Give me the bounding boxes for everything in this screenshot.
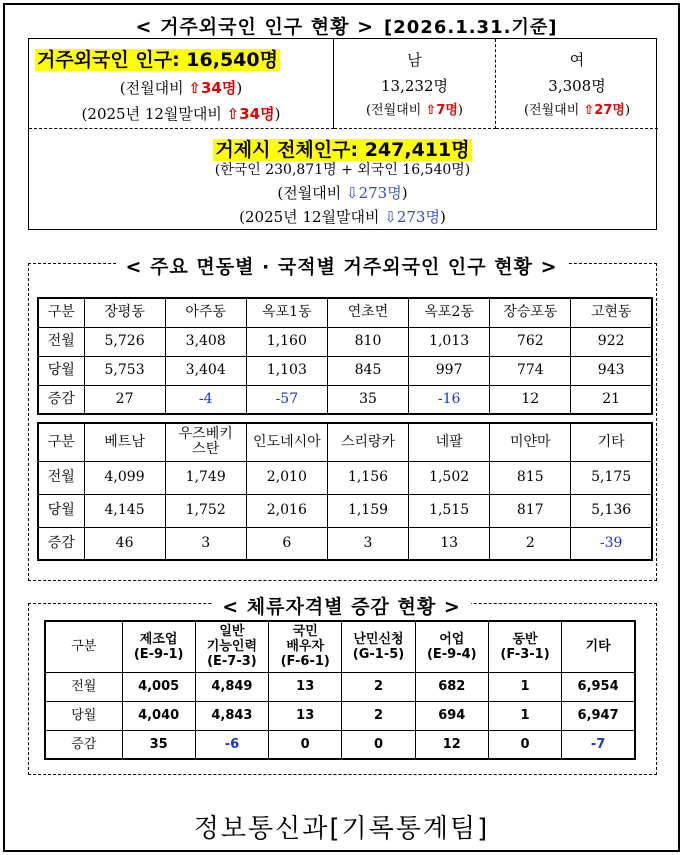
district-cell: 전월: [38, 327, 84, 356]
visa-cell: 694: [415, 701, 488, 730]
section3-title: < 체류자격별 증감 현황 >: [212, 596, 471, 618]
foreign-total: 거주외국인 인구: 16,540명: [37, 49, 278, 71]
visa-cell: -6: [195, 730, 268, 759]
visa-header-cell: 어업 (E-9-4): [415, 621, 488, 672]
nation-cell: 1,156: [327, 461, 408, 494]
district-cell: 35: [327, 385, 408, 414]
visa-header-cell: 구분: [45, 621, 122, 672]
visa-header-cell: 제조업 (E-9-1): [122, 621, 195, 672]
nation-cell: 2,016: [246, 494, 327, 527]
district-cell: 922: [571, 327, 652, 356]
city-mom: (전월대비 ⇩273명): [277, 184, 408, 202]
nation-cell: 당월: [38, 494, 84, 527]
visa-header-cell: 난민신청 (G-1-5): [342, 621, 415, 672]
nation-header-row: [38, 423, 652, 461]
nation-header-cell: 기타: [571, 423, 652, 461]
district-cell: 27: [84, 385, 165, 414]
visa-cell: 12: [415, 730, 488, 759]
table-row: [45, 730, 635, 759]
nation-cell: 4,145: [84, 494, 165, 527]
visa-cell: 4,040: [122, 701, 195, 730]
visa-cell: 4,843: [195, 701, 268, 730]
nation-cell: 815: [490, 461, 571, 494]
visa-cell: 0: [269, 730, 342, 759]
district-cell: 5,753: [84, 356, 165, 385]
district-cell: 당월: [38, 356, 84, 385]
district-cell: 1,103: [246, 356, 327, 385]
district-cell: 845: [327, 356, 408, 385]
visa-cell: 6,947: [562, 701, 635, 730]
district-header-cell: 장평동: [84, 298, 165, 327]
nation-header-cell: 우즈베키 스탄: [165, 423, 246, 461]
foreign-total-cell: [29, 39, 334, 129]
nation-header-cell: 스리랑카: [327, 423, 408, 461]
section2-title: < 주요 면동별 · 국적별 거주외국인 인구 현황 >: [116, 256, 568, 278]
nation-header-cell: 구분: [38, 423, 84, 461]
nation-header-cell: 미얀마: [490, 423, 571, 461]
district-header-cell: 연초면: [327, 298, 408, 327]
district-cell: -57: [246, 385, 327, 414]
city-ytd: (2025년 12월말대비 ⇩273명): [239, 208, 446, 226]
district-header-cell: 옥포2동: [409, 298, 490, 327]
table-row: [38, 356, 652, 385]
nation-cell: 5,136: [571, 494, 652, 527]
nation-cell: -39: [571, 527, 652, 560]
visa-cell: 682: [415, 672, 488, 701]
visa-cell: 2: [342, 701, 415, 730]
district-cell: 3,404: [165, 356, 246, 385]
district-cell: -4: [165, 385, 246, 414]
visa-cell: 2: [342, 672, 415, 701]
table-row: [45, 672, 635, 701]
city-breakdown: (한국인 230,871명 + 외국인 16,540명): [214, 162, 471, 178]
section2-header: [0, 252, 683, 279]
visa-cell: 35: [122, 730, 195, 759]
nation-cell: 2,010: [246, 461, 327, 494]
nation-cell: 3: [165, 527, 246, 560]
district-header-cell: 아주동: [165, 298, 246, 327]
visa-header-cell: 국민 배우자 (F-6-1): [269, 621, 342, 672]
nation-cell: 6: [246, 527, 327, 560]
district-cell: 762: [490, 327, 571, 356]
visa-header-cell: 동반 (F-3-1): [488, 621, 561, 672]
male-count: 13,232명: [381, 77, 448, 95]
nation-header-cell: 인도네시아: [246, 423, 327, 461]
visa-header-cell: 일반 기능인력 (E-7-3): [195, 621, 268, 672]
table-row: [38, 494, 652, 527]
visa-table: [44, 620, 636, 760]
table-row: [45, 701, 635, 730]
district-header-cell: 고현동: [571, 298, 652, 327]
district-cell: 1,160: [246, 327, 327, 356]
district-header-cell: 장승포동: [490, 298, 571, 327]
district-cell: 1,013: [409, 327, 490, 356]
visa-cell: 1: [488, 672, 561, 701]
foreign-mom: (전월대비 ⇧34명): [119, 79, 243, 97]
male-change: (전월대비 ⇧7명): [365, 103, 463, 118]
department-footer: 정보통신과[기록통계팀]: [193, 814, 490, 844]
district-table: [37, 297, 653, 415]
nation-table: [37, 422, 653, 561]
district-cell: 810: [327, 327, 408, 356]
district-header-row: [38, 298, 652, 327]
visa-cell: 1: [488, 701, 561, 730]
district-cell: 774: [490, 356, 571, 385]
visa-cell: 6,954: [562, 672, 635, 701]
visa-cell: 13: [269, 672, 342, 701]
district-cell: 5,726: [84, 327, 165, 356]
district-header-cell: 구분: [38, 298, 84, 327]
city-total: 거제시 전체인구: 247,411명: [215, 139, 470, 161]
nation-header-cell: 네팔: [409, 423, 490, 461]
nation-cell: 4,099: [84, 461, 165, 494]
female-count: 3,308명: [548, 77, 606, 95]
nation-cell: 46: [84, 527, 165, 560]
foreign-ytd: (2025년 12월말대비 ⇧34명): [81, 105, 281, 123]
district-cell: 증감: [38, 385, 84, 414]
district-cell: 997: [409, 356, 490, 385]
page-header: [0, 12, 683, 39]
district-cell: 3,408: [165, 327, 246, 356]
table-row: [38, 461, 652, 494]
summary-box: [28, 38, 657, 230]
visa-header-cell: 기타: [562, 621, 635, 672]
visa-cell: 4,005: [122, 672, 195, 701]
visa-header-row: [45, 621, 635, 672]
visa-cell: -7: [562, 730, 635, 759]
table-row: [38, 327, 652, 356]
female-change: (전월대비 ⇧27명): [523, 103, 631, 118]
nation-cell: 증감: [38, 527, 84, 560]
district-cell: 943: [571, 356, 652, 385]
visa-cell: 0: [488, 730, 561, 759]
page-title: < 거주외국인 인구 현황 >: [126, 16, 385, 38]
nation-cell: 5,175: [571, 461, 652, 494]
nation-cell: 2: [490, 527, 571, 560]
female-cell: [496, 39, 658, 129]
nation-cell: 1,515: [409, 494, 490, 527]
table-row: [38, 385, 652, 414]
reference-date: [2026.1.31.기준]: [384, 17, 558, 38]
visa-cell: 4,849: [195, 672, 268, 701]
nation-cell: 1,752: [165, 494, 246, 527]
nation-cell: 3: [327, 527, 408, 560]
section3-header: [0, 592, 683, 619]
nation-header-cell: 베트남: [84, 423, 165, 461]
district-header-cell: 옥포1동: [246, 298, 327, 327]
visa-cell: 증감: [45, 730, 122, 759]
nation-cell: 13: [409, 527, 490, 560]
visa-cell: 13: [269, 701, 342, 730]
district-cell: -16: [409, 385, 490, 414]
male-label: 남: [407, 51, 422, 69]
female-label: 여: [569, 51, 585, 69]
district-cell: 12: [490, 385, 571, 414]
nation-cell: 1,749: [165, 461, 246, 494]
nation-cell: 전월: [38, 461, 84, 494]
visa-cell: 전월: [45, 672, 122, 701]
nation-cell: 817: [490, 494, 571, 527]
district-cell: 21: [571, 385, 652, 414]
nation-cell: 1,159: [327, 494, 408, 527]
table-row: [38, 527, 652, 560]
nation-cell: 1,502: [409, 461, 490, 494]
male-cell: [334, 39, 496, 129]
visa-cell: 당월: [45, 701, 122, 730]
visa-cell: 0: [342, 730, 415, 759]
